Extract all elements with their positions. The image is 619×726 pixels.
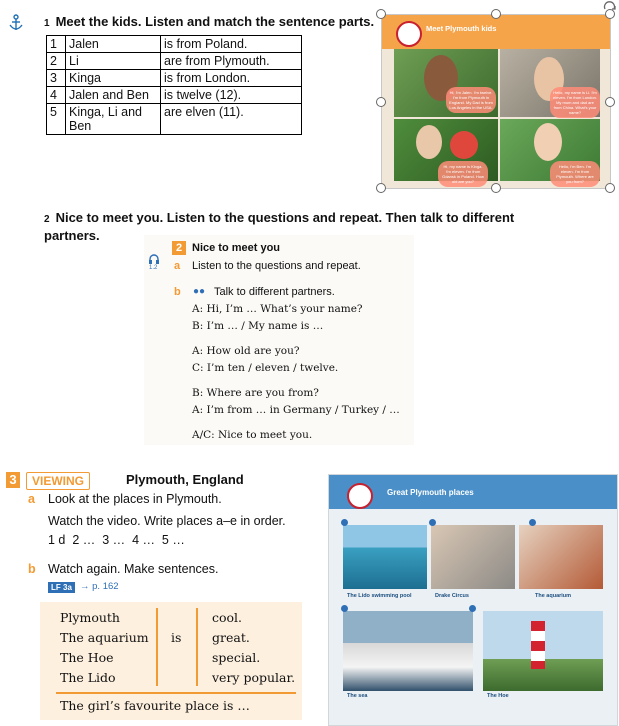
row-ending: is from London. [161, 70, 302, 87]
task2-box-title: Nice to meet you [192, 242, 281, 254]
column-divider [196, 608, 198, 686]
pair-work-icon: ●● [193, 286, 206, 297]
location-pin-icon [341, 605, 348, 612]
caption-drake-circus: Drake Circus [435, 593, 469, 599]
location-pin-icon [429, 519, 436, 526]
task2-a-label: a [174, 260, 181, 272]
subject-item: The Hoe [60, 650, 114, 665]
caption-lido: The Lido swimming pool [347, 593, 412, 599]
task2-a-text: Listen to the questions and repeat. [192, 260, 361, 272]
resize-handle[interactable] [491, 9, 501, 19]
kids-image[interactable] [381, 14, 611, 189]
speech-bubble: Hi, my name is Kinga. I'm eleven. I'm from Gdansk in Poland. How old are you? [438, 161, 488, 187]
task1-heading [44, 14, 374, 29]
divider-line [56, 692, 296, 694]
subjects-column [60, 608, 149, 688]
task2-b-label: b [174, 286, 181, 298]
location-pin-icon [341, 519, 348, 526]
task3-title: Plymouth, England [126, 472, 244, 487]
resize-handle[interactable] [376, 97, 386, 107]
task3-a-line1: Look at the places in Plymouth. [48, 492, 222, 506]
task2-heading-text: Nice to meet you. Listen to the questions and repeat. Then talk to different partners. [44, 210, 515, 243]
task2-box-number: 2 [172, 241, 186, 255]
photo-aquarium [519, 525, 603, 589]
row-subject: Kinga [66, 70, 161, 87]
dialogue-line: B: Where are you from? [192, 387, 319, 399]
resize-handle[interactable] [376, 9, 386, 19]
table-row [47, 70, 302, 87]
photo-drake-circus [431, 525, 515, 589]
task3-b-label: b [28, 562, 36, 576]
caption-aquarium: The aquarium [535, 593, 572, 599]
task3-a-label: a [28, 492, 35, 506]
location-pin-icon [529, 519, 536, 526]
row-subject: Jalen and Ben [66, 87, 161, 104]
places-image [328, 474, 618, 726]
task3-b-text: Watch again. Make sentences. [48, 562, 219, 576]
favourite-sentence: The girl’s favourite place is … [60, 698, 250, 713]
match-table [46, 35, 302, 135]
dialogue-line: A: How old are you? [192, 345, 300, 357]
row-subject: Kinga, Li and Ben [66, 104, 161, 135]
anchor-icon [8, 14, 24, 32]
photo-hoe [483, 611, 603, 691]
row-number: 2 [47, 53, 66, 70]
subject-item: Plymouth [60, 610, 120, 625]
lighthouse-logo-icon [347, 483, 373, 509]
row-number: 4 [47, 87, 66, 104]
task2-b-text: Talk to different partners. [214, 286, 335, 298]
places-image-title: Great Plymouth places [387, 488, 474, 497]
photo-lido [343, 525, 427, 589]
complement-item: very popular. [212, 670, 296, 685]
table-row [47, 53, 302, 70]
complement-item: special. [212, 650, 261, 665]
row-number: 5 [47, 104, 66, 135]
table-row [47, 104, 302, 135]
viewing-tag: VIEWING [26, 472, 90, 490]
lf-badge[interactable]: LF 3a [48, 582, 75, 593]
audio-track: 1.2 [149, 265, 158, 271]
dialogue-line: A/C: Nice to meet you. [192, 429, 313, 441]
resize-handle[interactable] [376, 183, 386, 193]
task3-a-line2: Watch the video. Write places a–e in order. [48, 514, 286, 528]
dialogue-line: A: Hi, I’m … What’s your name? [192, 303, 363, 315]
row-subject: Li [66, 53, 161, 70]
row-number: 1 [47, 36, 66, 53]
speech-bubble: Hello, I'm Ben. I'm eleven. I'm from Plymouth. Where are you from? [550, 161, 600, 187]
row-ending: is from Poland. [161, 36, 302, 53]
row-ending: are from Plymouth. [161, 53, 302, 70]
photo-sea [343, 611, 473, 691]
dialogue-line: C: I’m ten / eleven / twelve. [192, 362, 339, 374]
caption-hoe: The Hoe [487, 693, 509, 699]
task3-number: 3 [6, 472, 20, 488]
lf-page-link[interactable]: → p. 162 [80, 581, 119, 592]
headphones-icon [148, 253, 160, 265]
caption-sea: The sea [347, 693, 368, 699]
verb-cell: is [171, 630, 182, 645]
resize-handle[interactable] [491, 183, 501, 193]
resize-handle[interactable] [605, 97, 615, 107]
rotate-handle-icon[interactable] [602, 0, 618, 14]
task1-number: 1 [44, 18, 50, 29]
location-pin-icon [469, 605, 476, 612]
subject-item: The Lido [60, 670, 116, 685]
task2-exercise-box [144, 235, 414, 445]
row-ending: are elven (11). [161, 104, 302, 135]
dialogue-line: A: I’m from … in Germany / Turkey / … [192, 404, 400, 416]
speech-bubble: Hello, my name is Li. I'm eleven. I'm from London. My mum and dad are from China. What's your name? [550, 87, 600, 118]
task2-number: 2 [44, 214, 50, 225]
dialogue-line: B: I’m … / My name is … [192, 320, 324, 332]
row-number: 3 [47, 70, 66, 87]
task1-heading-text: Meet the kids. Listen and match the sentence parts. [55, 14, 375, 29]
column-divider [156, 608, 158, 686]
complement-item: great. [212, 630, 250, 645]
kids-image-title: Meet Plymouth kids [426, 24, 497, 33]
subject-item: The aquarium [60, 630, 149, 645]
complement-item: cool. [212, 610, 243, 625]
task3-order: 1 d 2 … 3 … 4 … 5 … [48, 533, 185, 547]
resize-handle[interactable] [605, 183, 615, 193]
row-subject: Jalen [66, 36, 161, 53]
speech-bubble: Hi, I'm Jalen. I'm twelve. I'm from Plymouth in England. My Dad is from Los Angeles in the USA. [446, 87, 496, 113]
row-ending: is twelve (12). [161, 87, 302, 104]
lighthouse-logo-icon [396, 21, 422, 47]
table-row [47, 87, 302, 104]
table-row [47, 36, 302, 53]
complements-column [212, 608, 295, 688]
